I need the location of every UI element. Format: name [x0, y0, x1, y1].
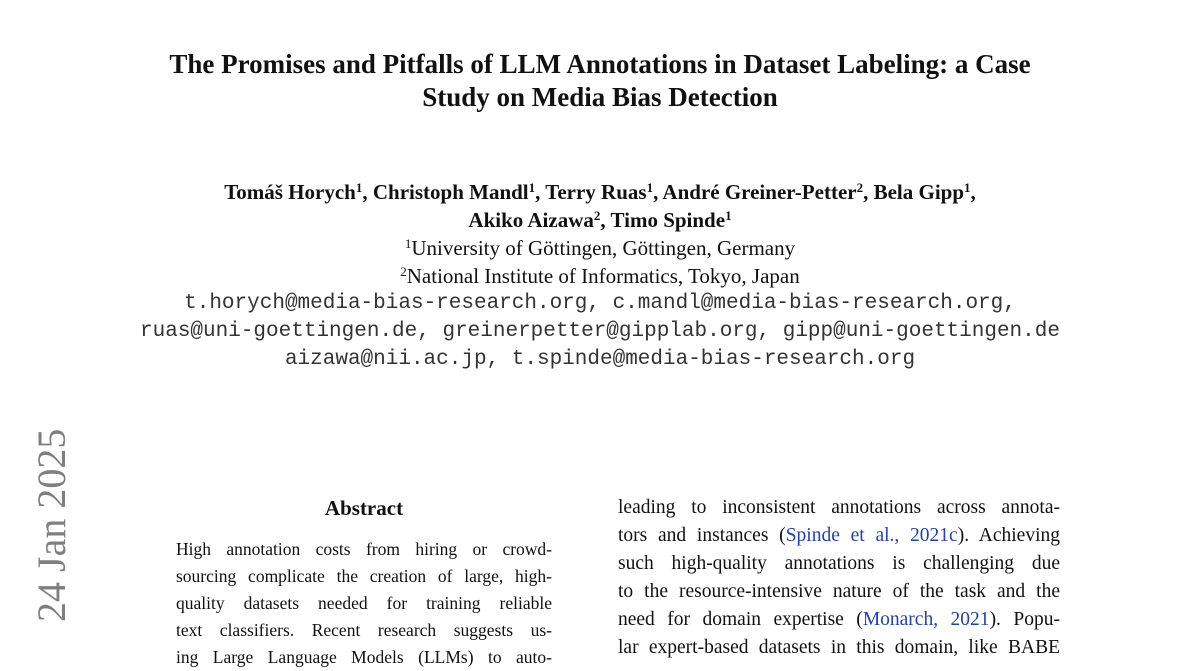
- body-text: ). Popu-: [989, 609, 1060, 630]
- author-affiliation-mark: 1: [964, 179, 971, 195]
- title-line-1: The Promises and Pitfalls of LLM Annotations in Dataset Labeling: a Case: [169, 49, 1031, 79]
- body-line: leading to inconsistent annotations across annota-: [618, 497, 1060, 518]
- author-separator: ,: [863, 180, 874, 204]
- intro-column-text: [618, 494, 1060, 662]
- author-affiliation-mark: 1: [355, 179, 363, 195]
- affiliation-text: National Institute of Informatics, Tokyo, Japan: [406, 264, 800, 288]
- body-text: need for domain expertise (: [618, 609, 863, 630]
- abstract-body: [176, 536, 552, 671]
- author-affiliation-mark: 1: [725, 207, 732, 223]
- body-text: tors and instances (: [618, 525, 786, 546]
- affiliation-2: [100, 262, 1100, 290]
- email-list: [40, 290, 1160, 374]
- body-line: [618, 522, 1060, 550]
- author-list: [100, 178, 1100, 234]
- body-text: ). Achieving: [957, 525, 1060, 546]
- author-affiliation-mark: 1: [528, 179, 536, 195]
- affiliation-1: [100, 234, 1100, 262]
- author-name: Terry Ruas: [545, 180, 647, 204]
- paper-title: [100, 48, 1100, 114]
- author-separator: ,: [653, 180, 663, 204]
- author-name: Akiko Aizawa: [468, 208, 594, 232]
- abstract-line: High annotation costs from hiring or crowd-: [176, 539, 552, 559]
- body-line: such high-quality annotations is challenging due: [618, 553, 1060, 574]
- email-line-2[interactable]: ruas@uni-goettingen.de, greinerpetter@gipplab.org, gipp@uni-goettingen.de: [140, 320, 1060, 343]
- author-name: Bela Gipp: [873, 180, 965, 204]
- author-affiliation-mark: 1: [646, 179, 654, 195]
- abstract-line: sourcing complicate the creation of large, high-: [176, 566, 552, 586]
- email-line-1[interactable]: t.horych@media-bias-research.org, c.mandl@media-bias-research.org,: [184, 292, 1016, 315]
- abstract-line: ing Large Language Models (LLMs) to auto-: [176, 647, 552, 667]
- author-separator: ,: [600, 208, 611, 232]
- affiliation-mark: 1: [404, 235, 412, 251]
- arxiv-sidebar-date: 24 Jan 2025: [29, 428, 74, 622]
- author-name: Christoph Mandl: [372, 180, 529, 204]
- author-line-2: [100, 206, 1100, 234]
- email-line-3[interactable]: aizawa@nii.ac.jp, t.spinde@media-bias-research.org: [284, 348, 916, 371]
- author-name: Tomáš Horych: [224, 180, 356, 204]
- citation-link[interactable]: Spinde et al., 2021c: [785, 525, 958, 546]
- author-separator: ,: [362, 180, 373, 204]
- affiliation-text: University of Göttingen, Göttingen, Germany: [411, 236, 796, 260]
- affiliation-mark: 2: [400, 263, 407, 279]
- author-separator: ,: [535, 180, 546, 204]
- author-affiliation-mark: 2: [593, 207, 601, 223]
- abstract-line: text classifiers. Recent research suggests us-: [176, 620, 552, 640]
- body-line: [618, 606, 1060, 634]
- author-line-1: [100, 178, 1100, 206]
- author-name: Timo Spinde: [610, 208, 726, 232]
- author-separator: ,: [970, 180, 976, 204]
- title-line-2: Study on Media Bias Detection: [422, 82, 778, 112]
- body-line: lar expert-based datasets in this domain, like BABE: [618, 637, 1060, 658]
- author-name: André Greiner-Petter: [662, 180, 857, 204]
- abstract-heading: Abstract: [324, 496, 404, 520]
- body-line: to the resource-intensive nature of the task and the: [618, 581, 1060, 602]
- abstract-line: quality datasets needed for training reliable: [176, 593, 552, 613]
- author-affiliation-mark: 2: [856, 179, 864, 195]
- citation-link[interactable]: Monarch, 2021: [862, 609, 990, 630]
